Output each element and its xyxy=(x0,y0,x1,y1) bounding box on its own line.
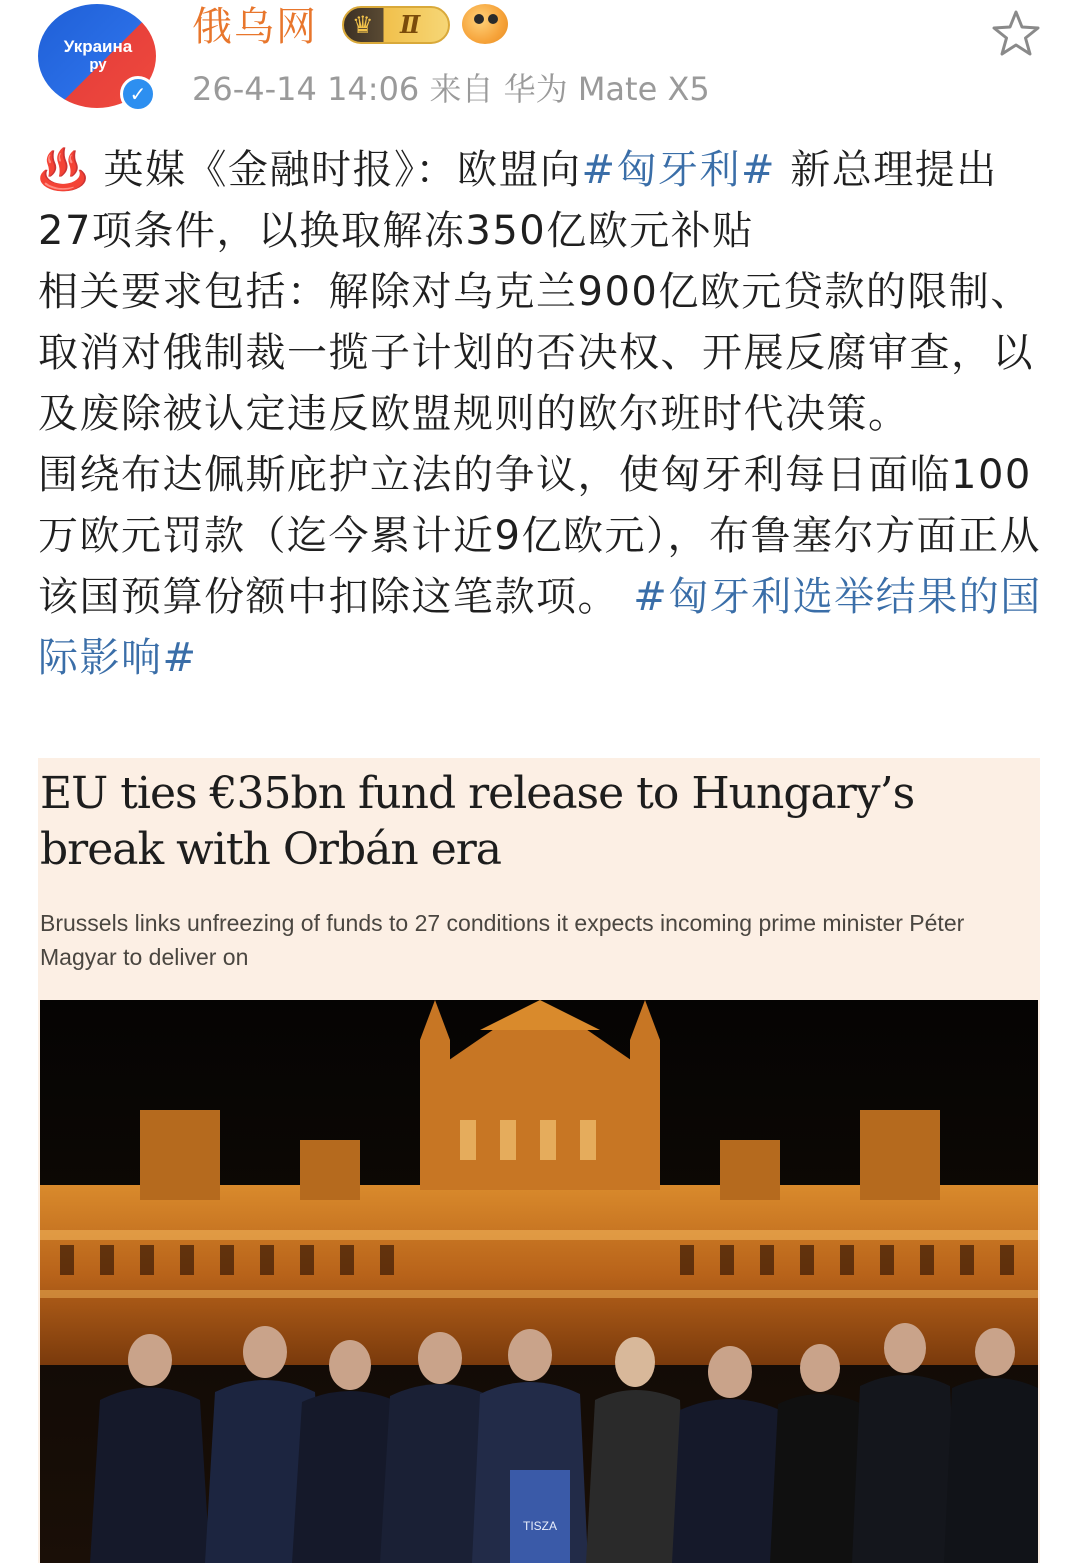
avatar-logo-text xyxy=(46,38,150,74)
fish-eye xyxy=(488,14,498,24)
hashtag-hungary[interactable]: #匈牙利# xyxy=(581,147,777,193)
post-text xyxy=(38,140,1048,689)
podium-label: TISZA xyxy=(522,1519,558,1533)
star-icon[interactable] xyxy=(990,8,1042,60)
vip-crown-icon: ♛ xyxy=(352,11,374,39)
device-name[interactable]: 华为 Mate X5 xyxy=(503,70,710,108)
post-text-segment: 英媒《金融时报》：欧盟向 xyxy=(89,147,582,193)
fish-eye xyxy=(474,14,484,24)
post-meta xyxy=(192,68,710,110)
fish-icon[interactable] xyxy=(462,4,508,44)
timestamp: 26-4-14 14:06 xyxy=(192,70,420,108)
podium xyxy=(510,1470,570,1563)
post-paragraph-2: 相关要求包括：解除对乌克兰900亿欧元贷款的限制、取消对俄制裁一揽子计划的否决权、开展反腐审查，以及废除被认定违反欧盟规则的欧尔班时代决策。 xyxy=(38,269,1034,437)
article-headline: EU ties €35bn fund release to Hungary’s break with Orbán era xyxy=(40,768,915,875)
post-paragraph-3 xyxy=(38,445,1048,689)
article-subheadline: Brussels links unfreezing of funds to 27 conditions it expects incoming prime minister Péter Magyar to deliver on xyxy=(40,910,965,970)
post-header xyxy=(0,0,1071,130)
avatar-logo-main: Украина xyxy=(63,37,133,56)
post-text-segment: 新总理提出27项条件，以换取解冻350亿欧元补贴 xyxy=(38,147,998,254)
avatar-logo-sub: ру xyxy=(89,56,107,73)
article-photo[interactable] xyxy=(40,1000,1038,1563)
parliament-night-illustration xyxy=(40,1000,1038,1563)
verified-icon: ✓ xyxy=(120,76,156,112)
post-paragraph-1 xyxy=(38,140,1048,262)
username[interactable]: 俄乌网 xyxy=(192,4,318,50)
hot-spring-icon: ♨️ xyxy=(38,147,90,193)
vip-badge[interactable] xyxy=(342,6,450,44)
source-prefix: 来自 xyxy=(429,70,494,108)
article-card[interactable] xyxy=(38,758,1040,1563)
vip-level: Ⅱ xyxy=(400,10,421,39)
hashtag-election-impact[interactable]: #匈牙利选举结果的国际影响# xyxy=(38,574,1042,681)
post-text-segment: 围绕布达佩斯庇护立法的争议，使匈牙利每日面临100万欧元罚款（迄今累计近9亿欧元），布鲁塞尔方面正从该国预算份额中扣除这笔款项。 xyxy=(38,452,1041,620)
